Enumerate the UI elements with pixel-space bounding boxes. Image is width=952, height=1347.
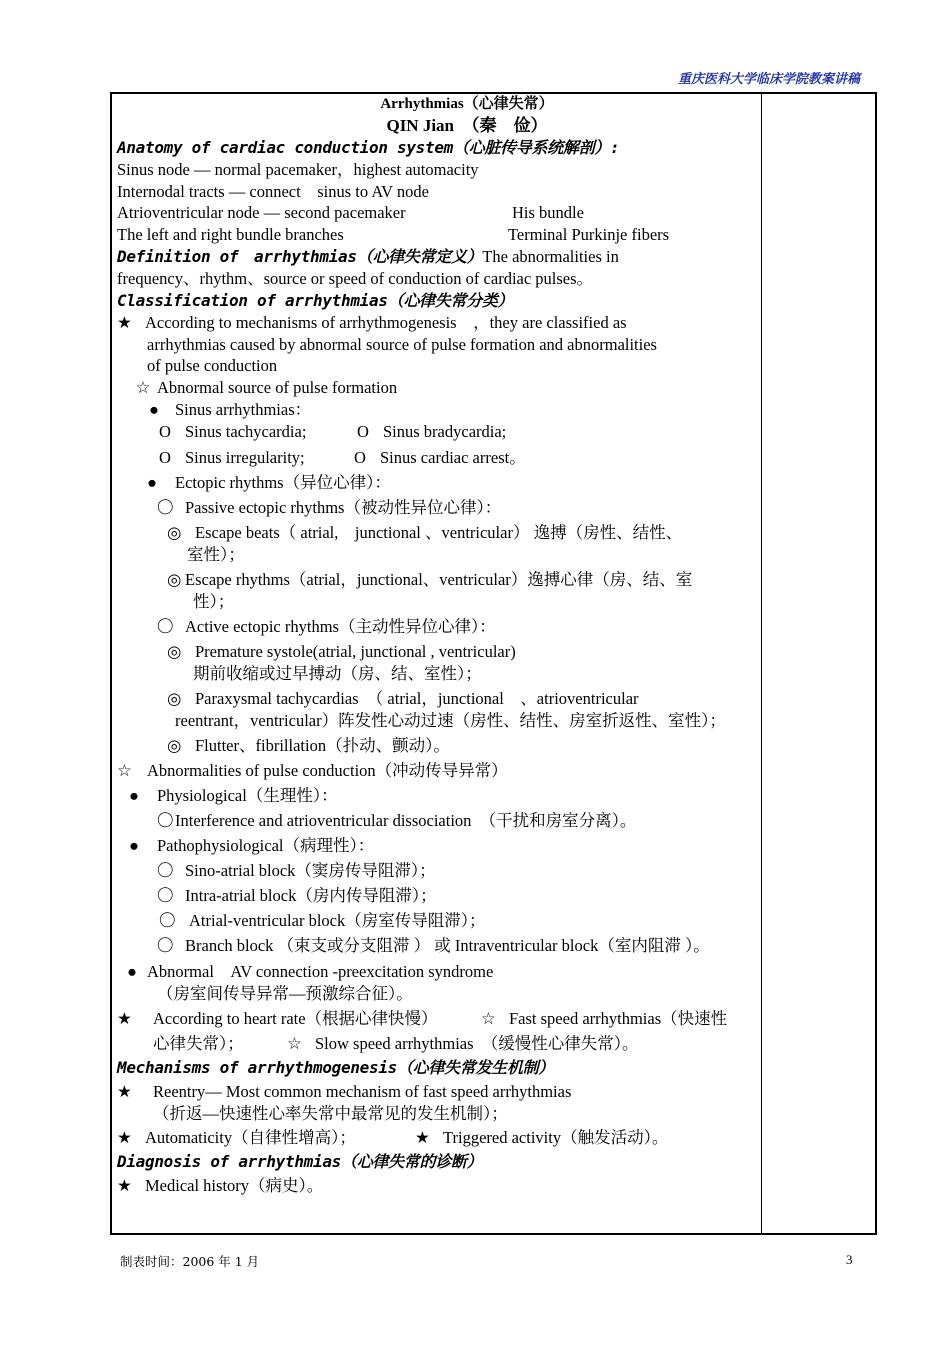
paroxysmal-cont: reentrant，ventricular）阵发性心动过速（房性、结性、房室折返性、室性）；	[175, 711, 726, 730]
fast-speed-text: Fast speed arrhythmias（快速性	[509, 1009, 728, 1028]
sinus-arrhythmias-label: Sinus arrhythmias：	[175, 400, 312, 419]
dot-filled-icon: ●	[129, 836, 139, 855]
conduction-abnormal-label: Abnormalities of pulse conduction（冲动传导异常）	[147, 761, 508, 780]
circle-large-icon: 〇	[157, 498, 174, 517]
sinus-bradycardia: Sinus bradycardia;	[383, 422, 507, 441]
heading-diagnosis: Diagnosis of arrhythmias（心律失常的诊断）	[117, 1152, 483, 1171]
star-filled-icon: ★	[117, 1176, 132, 1195]
block-item-4	[117, 935, 757, 957]
circle-icon: O	[159, 422, 171, 441]
document-title: Arrhythmias（心律失常）	[380, 96, 554, 112]
paroxysmal-text: Paraxysmal tachycardias （ atrial，junctional 、atrioventricular	[195, 689, 639, 708]
sinus-row-2	[117, 447, 757, 469]
heading-classification: Classification of arrhythmias（心律失常分类）	[117, 291, 514, 310]
abnormal-av-item	[117, 961, 757, 983]
reentry-text: Reentry— Most common mechanism of fast speed arrhythmias	[153, 1082, 572, 1101]
automaticity-text: Automaticity（自律性增高）；	[145, 1128, 356, 1147]
sino-atrial-block: Sino-atrial block（窦房传导阻滞）；	[185, 861, 436, 880]
interference-item	[117, 810, 757, 832]
circle-icon: O	[159, 448, 171, 467]
fast-speed-item	[481, 1008, 727, 1030]
circle-icon: O	[357, 422, 369, 441]
sinus-cardiac-arrest: Sinus cardiac arrest。	[380, 448, 526, 467]
medical-history-item	[117, 1175, 757, 1197]
abnormal-source-label: Abnormal source of pulse formation	[157, 378, 398, 397]
passive-ectopic-label: Passive ectopic rhythms（被动性异位心律）：	[185, 498, 502, 517]
escape-beats-text: Escape beats（ atrial, junctional 、ventricular） 逸搏（房性、结性、	[195, 523, 683, 542]
lesson-content	[117, 94, 757, 1197]
abnormal-source-item	[117, 377, 757, 399]
triggered-text: Triggered activity（触发活动）。	[443, 1128, 669, 1147]
passive-ectopic-item	[117, 497, 757, 519]
conduction-abnormal-item	[117, 760, 757, 782]
double-circle-icon: ◎	[167, 642, 182, 661]
escape-beats-cont: 室性）；	[187, 545, 245, 564]
anatomy-bundle-branches: The left and right bundle branches	[117, 225, 344, 244]
definition-line-2: frequency、rhythm、source or speed of conduction of cardiac pulses。	[117, 269, 594, 288]
intra-atrial-block: Intra-atrial block（房内传导阻滞）；	[185, 886, 437, 905]
sinus-arrhythmias-item	[117, 399, 757, 421]
heading-anatomy: Anatomy of cardiac conduction system（心脏传导系统解剖）:	[117, 138, 620, 157]
active-ectopic-item	[117, 616, 757, 638]
star-outline-icon: ☆	[135, 378, 151, 397]
pathophysiological-item	[117, 835, 757, 857]
slow-speed-item	[287, 1033, 639, 1055]
anatomy-line-2: Internodal tracts — connect sinus to AV node	[117, 182, 429, 201]
escape-rhythms-cont: 性）；	[193, 592, 235, 611]
physiological-label: Physiological（生理性）：	[157, 786, 338, 805]
anatomy-line-1: Sinus node — normal pacemaker，highest automacity	[117, 160, 479, 179]
circle-large-icon: 〇	[157, 811, 174, 830]
footer-date: 制表时间：2006 年 1 月	[120, 1254, 260, 1269]
star-filled-icon: ★	[117, 1128, 132, 1147]
slow-speed-text: Slow speed arrhythmias （缓慢性心律失常）。	[315, 1034, 639, 1053]
dot-filled-icon: ●	[129, 786, 139, 805]
star-filled-icon: ★	[117, 1082, 132, 1101]
double-circle-icon: ◎	[167, 523, 182, 542]
ectopic-rhythms-label: Ectopic rhythms（异位心律）：	[175, 473, 391, 492]
block-item-1	[117, 860, 757, 882]
sinus-row-1	[117, 421, 757, 443]
header-institution: 重庆医科大学临床学院教案讲稿	[677, 72, 860, 87]
flutter-text: Flutter、fibrillation（扑动、颤动）。	[195, 736, 450, 755]
ectopic-rhythms-item	[117, 472, 757, 494]
circle-large-icon: 〇	[157, 886, 174, 905]
star-outline-icon: ☆	[481, 1009, 496, 1028]
classification-line-2: arrhythmias caused by abnormal source of pulse formation and abnormalities	[147, 335, 657, 354]
page-number: 3	[846, 1252, 853, 1267]
circle-large-icon: 〇	[157, 861, 174, 880]
speed-cont	[117, 1033, 757, 1055]
interference-text: Interference and atrioventricular dissociation （干扰和房室分离）。	[175, 811, 637, 830]
escape-beats-item	[117, 522, 757, 544]
star-filled-icon: ★	[117, 313, 132, 332]
column-divider	[761, 94, 762, 1233]
heading-mechanisms: Mechanisms of arrhythmogenesis（心律失常发生机制）	[117, 1058, 554, 1077]
flutter-item	[117, 735, 757, 757]
physiological-item	[117, 785, 757, 807]
star-filled-icon: ★	[415, 1128, 430, 1147]
star-filled-icon: ★	[117, 1009, 132, 1028]
reentry-item	[117, 1081, 757, 1103]
circle-icon: O	[354, 448, 366, 467]
escape-rhythms-item	[117, 569, 757, 591]
dot-filled-icon: ●	[149, 400, 159, 419]
anatomy-purkinje: Terminal Purkinje fibers	[508, 225, 670, 244]
automaticity-item	[117, 1127, 757, 1149]
pathophysiological-label: Pathophysiological（病理性）：	[157, 836, 375, 855]
anatomy-line-3	[117, 202, 757, 224]
definition-text-1: The abnormalities in	[482, 247, 619, 266]
heart-rate-item	[117, 1008, 757, 1030]
paroxysmal-item	[117, 688, 757, 710]
abnormal-av-text: Abnormal AV connection -preexcitation syndrome	[147, 962, 494, 981]
anatomy-his-bundle: His bundle	[512, 203, 584, 222]
av-block: Atrial-ventricular block（房室传导阻滞）；	[189, 911, 486, 930]
sinus-tachycardia: Sinus tachycardia;	[185, 422, 307, 441]
classification-line-3: of pulse conduction	[147, 356, 278, 375]
sinus-bradycardia-item	[357, 421, 506, 443]
sinus-irregularity: Sinus irregularity;	[185, 448, 305, 467]
star-outline-icon: ☆	[287, 1034, 302, 1053]
definition-line-1	[117, 246, 757, 268]
triggered-item	[415, 1127, 668, 1149]
active-ectopic-label: Active ectopic rhythms（主动性异位心律）：	[185, 617, 496, 636]
block-item-2	[117, 885, 757, 907]
dot-filled-icon: ●	[147, 473, 157, 492]
abnormal-av-cont: （房室间传导异常—预激综合征）。	[157, 984, 413, 1003]
sinus-arrest-item	[354, 447, 526, 469]
double-circle-icon: ◎	[167, 570, 182, 589]
medical-history-text: Medical history（病史）。	[145, 1176, 324, 1195]
dot-filled-icon: ●	[127, 962, 137, 981]
fast-speed-cont: 心律失常）；	[153, 1034, 244, 1053]
premature-item	[117, 641, 757, 663]
circle-large-icon: 〇	[159, 911, 176, 930]
premature-cont: 期前收缩或过早搏动（房、结、室性）；	[193, 664, 482, 683]
classification-text-1: According to mechanisms of arrhythmogenesis ，they are classified as	[145, 313, 627, 332]
heading-definition: Definition of arrhythmias（心律失常定义）	[117, 247, 483, 266]
classification-line-1	[117, 312, 757, 334]
circle-large-icon: 〇	[157, 936, 174, 955]
escape-rhythms-text: Escape rhythms（atrial，junctional、ventricular）逸搏心律（房、结、室	[185, 570, 693, 589]
branch-block: Branch block （束支或分支阻滞 ） 或 Intraventricular block（室内阻滞 ）。	[185, 936, 710, 955]
reentry-cont: （折返—快速性心率失常中最常见的发生机制）；	[153, 1104, 508, 1123]
heart-rate-text: According to heart rate（根据心律快慢）	[153, 1009, 438, 1028]
premature-text: Premature systole(atrial, junctional , ventricular)	[195, 642, 516, 661]
double-circle-icon: ◎	[167, 736, 182, 755]
double-circle-icon: ◎	[167, 689, 182, 708]
anatomy-av-node: Atrioventricular node — second pacemaker	[117, 203, 406, 222]
document-author: QIN Jian （秦 俭）	[386, 116, 548, 135]
anatomy-line-4	[117, 224, 757, 246]
circle-large-icon: 〇	[157, 617, 174, 636]
block-item-3	[117, 910, 757, 932]
star-outline-icon: ☆	[117, 761, 132, 780]
